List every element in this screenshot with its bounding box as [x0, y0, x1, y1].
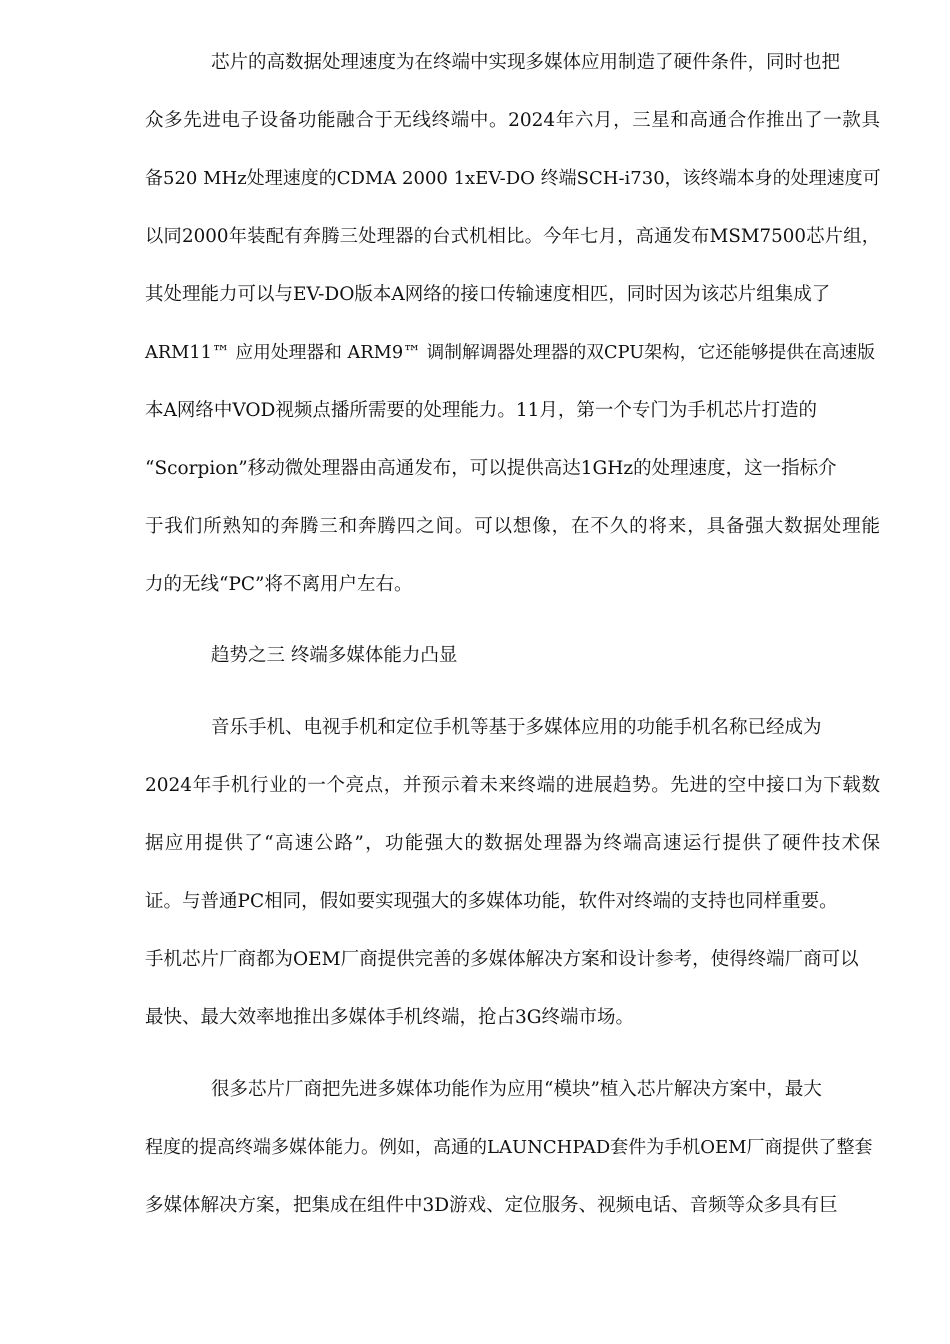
text-line: 最快、最大效率地推出多媒体手机终端，抢占3G终端市场。: [145, 1007, 635, 1028]
text-line: 众多先进电子设备功能融合于无线终端中。2024年六月，三星和高通合作推出了一款具: [145, 110, 880, 131]
text-line: 备520 MHz处理速度的CDMA 2000 1xEV-DO 终端SCH-i730，该终端本身的处理速度可: [145, 168, 881, 189]
text-line: 本A网络中VOD视频点播所需要的处理能力。11月，第一个专门为手机芯片打造的: [145, 400, 817, 421]
text-line: 以同2000年装配有奔腾三处理器的台式机相比。今年七月，高通发布MSM7500芯片组，: [145, 226, 880, 247]
text-line: 2024年手机行业的一个亮点，并预示着未来终端的进展趋势。先进的空中接口为下载数: [145, 775, 880, 796]
text-line: 力的无线“PC”将不离用户左右。: [145, 574, 413, 595]
text-line: 于我们所熟知的奔腾三和奔腾四之间。可以想像，在不久的将来，具备强大数据处理能: [145, 516, 880, 537]
section-heading: 趋势之三 终端多媒体能力凸显: [211, 645, 458, 666]
text-line: 芯片的高数据处理速度为在终端中实现多媒体应用制造了硬件条件，同时也把: [211, 52, 841, 73]
text-line: 很多芯片厂商把先进多媒体功能作为应用“模块”植入芯片解决方案中，最大: [211, 1079, 822, 1100]
text-line: 据应用提供了“高速公路”，功能强大的数据处理器为终端高速运行提供了硬件技术保: [145, 833, 880, 854]
text-line: 音乐手机、电视手机和定位手机等基于多媒体应用的功能手机名称已经成为: [211, 717, 822, 738]
text-line: ARM11™ 应用处理器和 ARM9™ 调制解调器处理器的双CPU架构，它还能够提供在高速版: [145, 343, 875, 363]
text-line: 手机芯片厂商都为OEM厂商提供完善的多媒体解决方案和设计参考，使得终端厂商可以: [145, 949, 859, 970]
text-line: 其处理能力可以与EV-DO版本A网络的接口传输速度相匹，同时因为该芯片组集成了: [145, 284, 831, 305]
text-line: “Scorpion”移动微处理器由高通发布，可以提供高达1GHz的处理速度，这一指标介: [145, 458, 837, 479]
text-line: 多媒体解决方案，把集成在组件中3D游戏、定位服务、视频电话、音频等众多具有巨: [145, 1195, 838, 1216]
text-line: 程度的提高终端多媒体能力。例如，高通的LAUNCHPAD套件为手机OEM厂商提供了整套: [145, 1137, 873, 1158]
text-line: 证。与普通PC相同，假如要实现强大的多媒体功能，软件对终端的支持也同样重要。: [145, 891, 838, 912]
